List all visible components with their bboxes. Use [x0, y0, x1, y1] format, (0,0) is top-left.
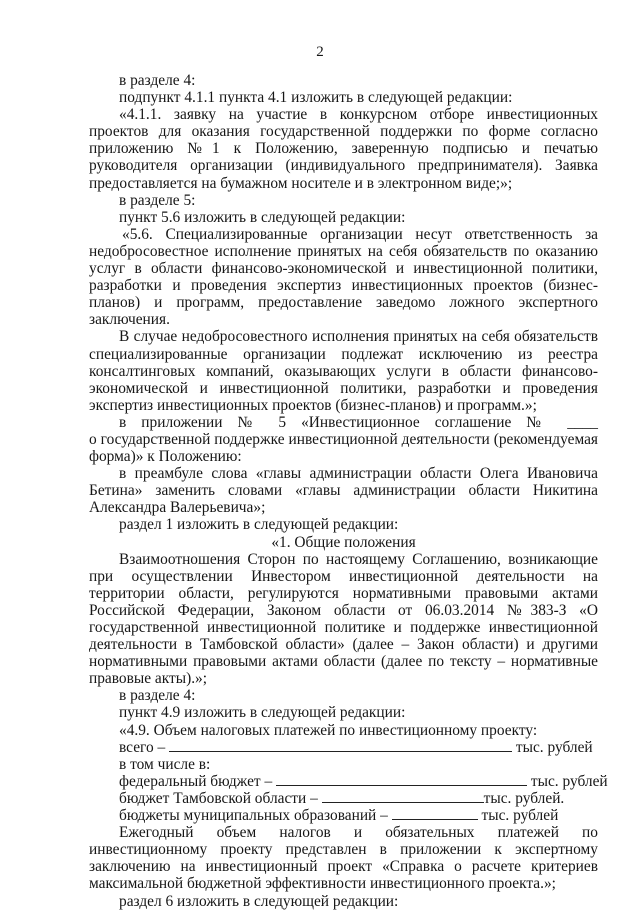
- section-heading: «1. Общие положения: [271, 533, 416, 551]
- blank-underline: [392, 807, 478, 820]
- paragraph: в приложении № 5 «Инвестиционное соглашение № ____: [119, 413, 598, 431]
- form-fill-line: [89, 772, 608, 790]
- paragraph: в том числе в:: [119, 755, 211, 773]
- paragraph: в разделе 4:: [119, 687, 196, 705]
- blank-underline: [169, 739, 512, 752]
- fill-label: всего –: [119, 738, 170, 756]
- page-number: 2: [316, 44, 324, 60]
- paragraph: в разделе 4:: [119, 72, 196, 89]
- fill-suffix: тыс. рублей.: [483, 789, 565, 807]
- form-fill-line: [89, 807, 598, 824]
- blank-underline: [322, 790, 484, 803]
- paragraph: «4.9. Объем налоговых платежей по инвестиционному проекту:: [119, 721, 538, 739]
- form-fill-line: [89, 790, 598, 807]
- fill-suffix: тыс. рублей: [527, 772, 608, 790]
- document-body: [89, 72, 608, 910]
- fill-label: бюджеты муниципальных образований –: [119, 807, 392, 825]
- blank-underline: [276, 773, 527, 786]
- paragraph: подпункт 4.1.1 пункта 4.1 изложить в следующей редакции:: [119, 89, 513, 107]
- paragraph: пункт 4.9 изложить в следующей редакции:: [119, 704, 406, 722]
- paragraph: пункт 5.6 изложить в следующей редакции:: [119, 208, 406, 226]
- paragraph: раздел 1 изложить в следующей редакции:: [119, 516, 399, 534]
- form-fill-line: [89, 739, 598, 756]
- paragraph: В случае недобросовестного исполнения принятых на себя обязательств специализированные организации подлежат исключению из реестра консалтинговых компаний, оказывающих услуги в области финансово-экономической и инвестиционной политики, разработки и проведения экспертиз инвестиционных проектов (бизнес-планов) и программ.»;: [89, 328, 598, 414]
- paragraph: Ежегодный объем налогов и обязательных платежей по инвестиционному проекту представлен в приложении к экспертному заключению на инвестиционный проект «Справка о расчете критериев максимальной бюджетной эффективности инвестиционного проекта.»;: [89, 824, 598, 893]
- paragraph: о государственной поддержке инвестиционной деятельности (рекомендуемая форма)» к Положению:: [89, 430, 598, 466]
- paragraph: «4.1.1. заявку на участие в конкурсном отборе инвестиционных проектов для оказания государственной поддержки по форме согласно приложению №1 к Положению, заверенную подписью и печатью руководителя организации (индивидуального предпринимателя). Заявка предоставляется на бумажном носителе и в электронном виде;»;: [89, 106, 598, 192]
- fill-label: бюджет Тамбовской области –: [119, 789, 322, 807]
- paragraph: раздел 6 изложить в следующей редакции:: [119, 892, 399, 910]
- paragraph: Взаимоотношения Сторон по настоящему Соглашению, возникающие при осуществлении Инвестором инвестиционной деятельности на территории области, регулируются нормативными правовыми актами Российской Федерации, Законом области от 06.03.2014 №383-З «О государственной инвестиционной политике и поддержке инвестиционной деятельности в Тамбовской области» (далее – Закон области) и другими нормативными правовыми актами области (далее по тексту – нормативные правовые акты).»;: [89, 550, 598, 688]
- fill-suffix: тыс. рублей: [477, 807, 559, 825]
- fill-suffix: тыс. рублей: [512, 738, 593, 756]
- paragraph: «5.6. Специализированные организации несут ответственность за недобросовестное исполнение принятых на себя обязательств по оказанию услуг в области финансово-экономической и инвестиционной политики, разработки и проведения экспертиз инвестиционных проектов (бизнес-планов) и программ, предоставление заведомо ложного экспертного заключения.: [89, 225, 598, 329]
- paragraph: в разделе 5:: [119, 191, 196, 209]
- paragraph: в преамбуле слова «главы администрации области Олега Ивановича Бетина» заменить словами «главы администрации области Никитина Александра Валерьевича»;: [89, 465, 598, 517]
- fill-label: федеральный бюджет –: [119, 772, 277, 790]
